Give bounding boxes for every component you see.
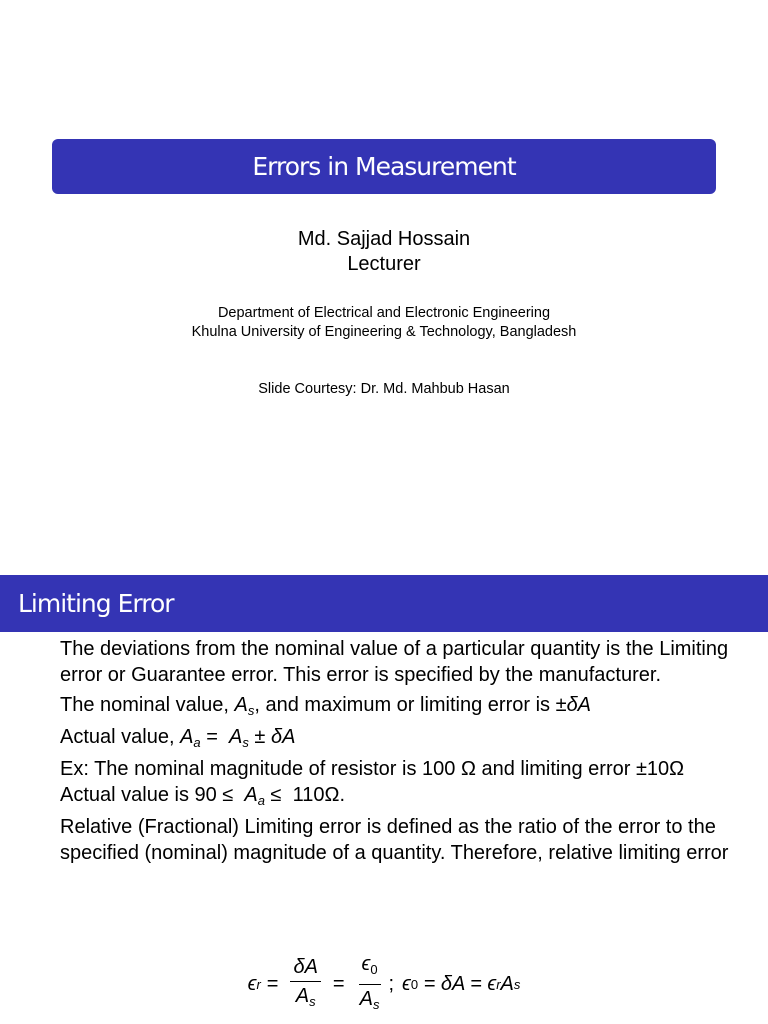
- numerator: δA: [290, 956, 320, 982]
- text-span: Actual value is 90 ≤: [60, 784, 245, 806]
- actual-range-line: [60, 782, 750, 814]
- epsilon: ϵ: [487, 973, 497, 995]
- var-a: A: [359, 988, 373, 1010]
- epsilon: ϵ: [247, 973, 257, 995]
- university: Khulna University of Engineering & Technology, Bangladesh: [191, 324, 577, 340]
- equals-sign: =: [266, 973, 279, 995]
- var-a: A: [229, 726, 243, 748]
- subscript: s: [513, 977, 521, 992]
- relative-error-formula: [0, 953, 768, 1016]
- slide-title: Errors in Measurement: [252, 152, 516, 181]
- fraction-e0-over-as: [357, 953, 383, 1016]
- subscript: a: [257, 793, 265, 808]
- var-a: A: [500, 973, 514, 995]
- var-a: A: [234, 694, 248, 716]
- section-header: [0, 575, 768, 632]
- nominal-value-line: [60, 692, 750, 724]
- subscript: r: [496, 977, 501, 992]
- author-position: Lecturer: [347, 253, 421, 275]
- var-a: A: [244, 784, 258, 806]
- numerator: [359, 953, 381, 985]
- content-slide: [0, 575, 768, 1024]
- actual-value-line: [60, 724, 750, 756]
- text-span: ±: [248, 726, 271, 748]
- denominator: [357, 985, 383, 1016]
- epsilon: ϵ: [361, 953, 371, 975]
- subscript: s: [242, 735, 249, 750]
- slide-courtesy: Slide Courtesy: Dr. Md. Mahbub Hasan: [258, 381, 510, 397]
- slide-body: [60, 636, 750, 866]
- var-a: A: [295, 985, 310, 1007]
- var-a: A: [180, 726, 194, 748]
- text-span: The nominal value,: [60, 694, 235, 716]
- semicolon: ;: [388, 973, 395, 995]
- delta-a: δA: [566, 694, 592, 716]
- title-banner: [52, 139, 716, 194]
- example-paragraph: Ex: The nominal magnitude of resistor is 100 Ω and limiting error ±10Ω: [60, 758, 685, 780]
- delta-a: δA: [270, 726, 296, 748]
- subscript: s: [309, 994, 316, 1009]
- definition-paragraph: The deviations from the nominal value of a particular quantity is the Limiting error or Guarantee error. This error is specified by the manufacturer.: [60, 638, 729, 686]
- subscript: 0: [370, 962, 378, 977]
- subscript: r: [256, 977, 261, 992]
- department: Department of Electrical and Electronic Engineering: [217, 305, 551, 321]
- equals-sign: =: [332, 973, 345, 995]
- subscript: a: [193, 735, 201, 750]
- denominator: [293, 982, 319, 1013]
- relative-error-paragraph: Relative (Fractional) Limiting error is defined as the ratio of the error to the specified (nominal) magnitude of a quantity. Therefore, relative limiting error: [60, 816, 729, 864]
- epsilon: ϵ: [402, 973, 411, 995]
- text-span: , and maximum or limiting error is ±: [254, 694, 567, 716]
- subscript: s: [247, 703, 255, 718]
- text-span: Actual value,: [60, 726, 181, 748]
- text-span: ≤ 110Ω.: [264, 784, 346, 806]
- delta-a-equality: = δA =: [418, 973, 488, 995]
- fraction-delta-over-as: [290, 956, 320, 1013]
- text-span: =: [200, 726, 230, 748]
- section-title: Limiting Error: [18, 589, 174, 618]
- author-name: Md. Sajjad Hossain: [297, 228, 471, 250]
- subscript: s: [372, 997, 380, 1012]
- subscript: 0: [410, 977, 419, 992]
